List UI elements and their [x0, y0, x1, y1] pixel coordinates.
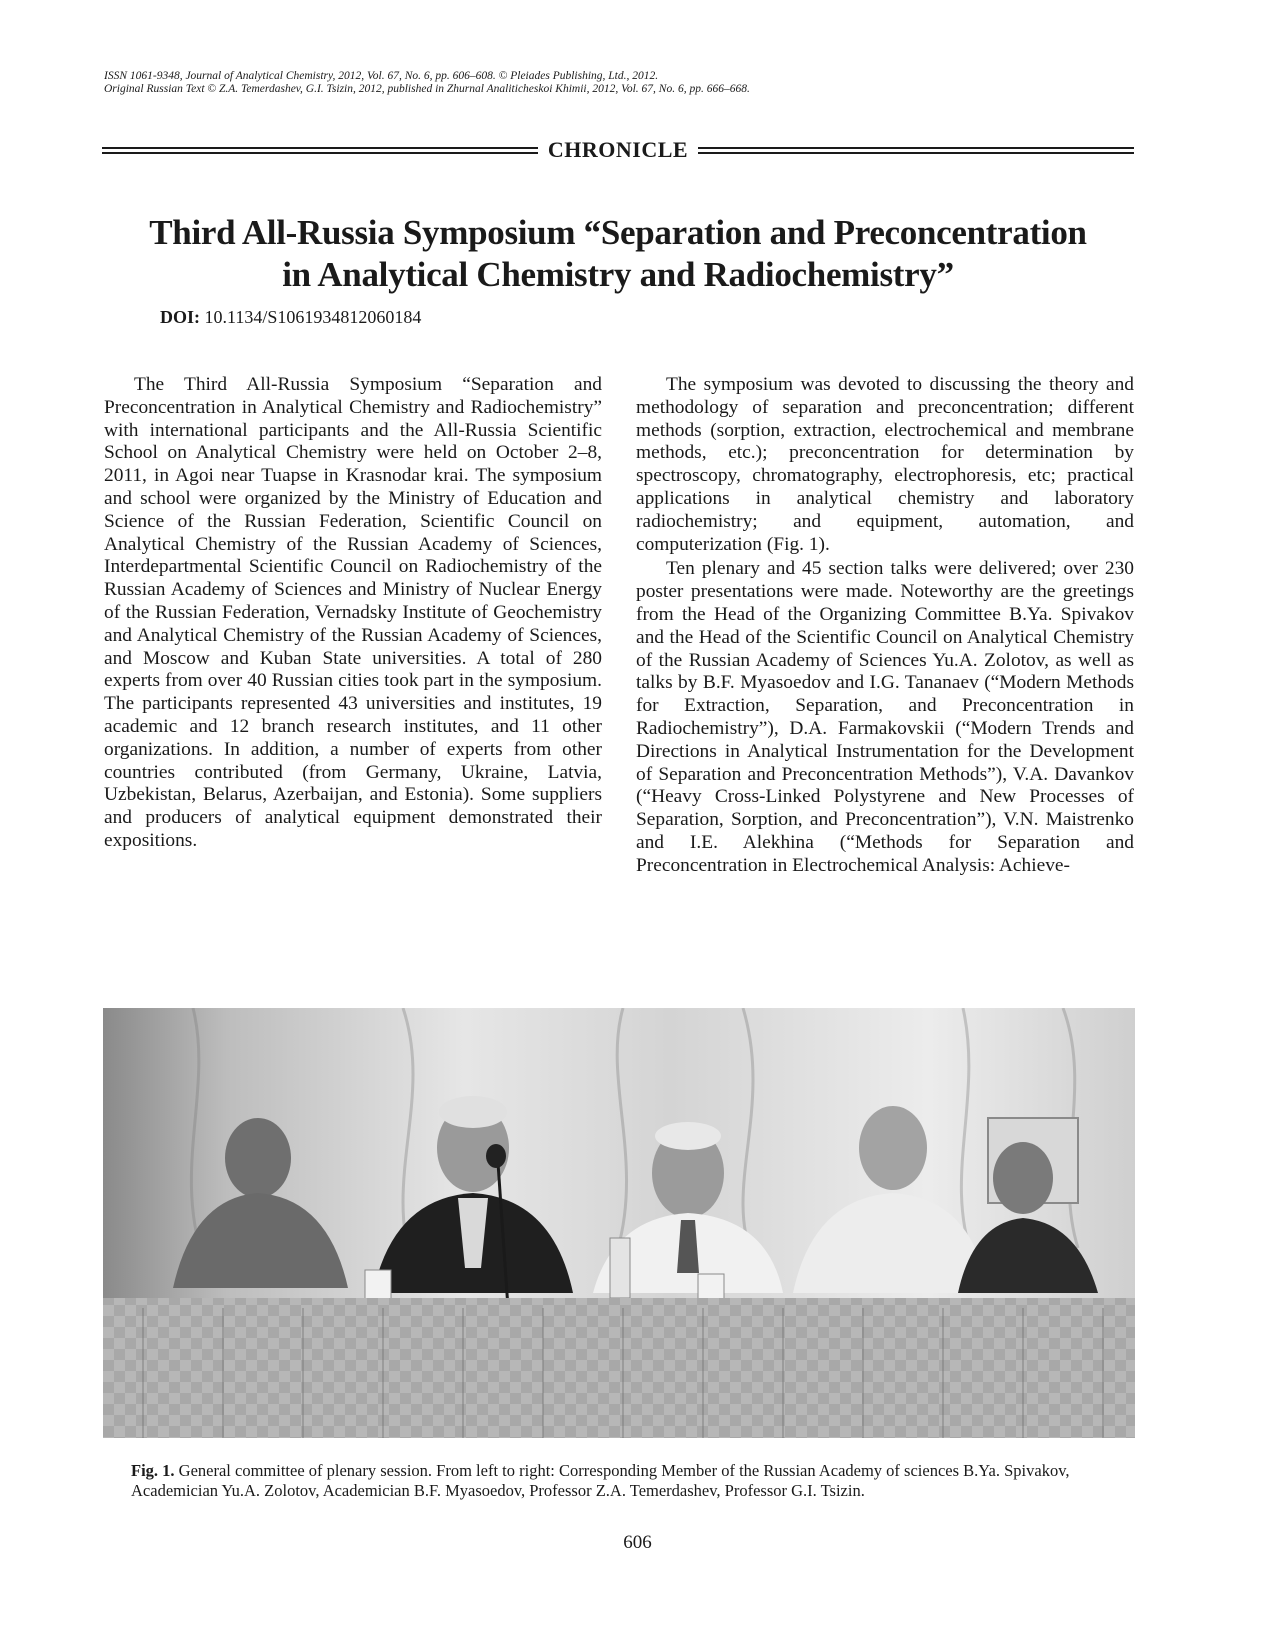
- page-number: 606: [623, 1532, 652, 1553]
- rubric-label: CHRONICLE: [547, 137, 689, 162]
- rubric-rule-right: [698, 147, 1134, 154]
- figure-caption-text: General committee of plenary session. From left to right: Corresponding Member of the Russian Academy of sciences B.Ya. Spivakov, Academician Yu.A. Zolotov, Academician B.F. Myasoedov, Professor Z.A. Temerdashev, Professor G.I. Tsizin.: [131, 1461, 1070, 1500]
- figure-label: Fig. 1.: [131, 1461, 175, 1480]
- doi-value: 10.1134/S1061934812060184: [204, 307, 422, 327]
- figure-photo: [103, 1008, 1135, 1438]
- rubric-rule-left: [102, 147, 538, 154]
- article-title: [102, 212, 1134, 296]
- bottle: [610, 1238, 630, 1298]
- section-rubric: [102, 132, 1134, 168]
- paragraph: Ten plenary and 45 section talks were delivered; over 230 poster presentations were made. Noteworthy are the greetings from the Head of the Organizing Committee B.Ya. Spivakov and the Head of the Scientific Council on Analytical Chemistry of the Russian Academy of Sciences Yu.A. Zolotov, as well as talks by B.F. Myasoedov and I.G. Tananaev (“Modern Methods for Extraction, Separation, and Preconcentration in Radiochemistry”), D.A. Farmakovskii (“Modern Trends and Directions in Analytical Instrumentation for the Development of Separation and Preconcentration Methods”), V.A. Davankov (“Heavy Cross-Linked Polystyrene and New Processes of Separation, Sorption, and Preconcentration”), V.N. Maistrenko and I.E. Alekhina (“Methods for Separation and Preconcentration in Electrochemical Analysis: Achieve-: [636, 558, 1134, 876]
- title-line-1: Third All-Russia Symposium “Separation and Preconcentration: [149, 213, 1087, 252]
- doi: [160, 307, 421, 328]
- photo-illustration: [103, 1008, 1135, 1438]
- body-column-left: [104, 374, 602, 853]
- header-line-issn: ISSN 1061-9348, Journal of Analytical Chemistry, 2012, Vol. 67, No. 6, pp. 606–608. © Pleiades Publishing, Ltd., 2012.: [104, 70, 659, 82]
- table-cloth: [103, 1298, 1135, 1438]
- title-line-2: in Analytical Chemistry and Radiochemistry”: [282, 255, 954, 294]
- paragraph: The Third All-Russia Symposium “Separation and Preconcentration in Analytical Chemistry and Radiochemistry” with international participants and the All-Russia Scientific School on Analytical Chemistry were held on October 2–8, 2011, in Agoi near Tuapse in Krasnodar krai. The symposium and school were organized by the Ministry of Education and Science of the Russian Federation, Scientific Council on Analytical Chemistry of the Russian Academy of Sciences, Interdepartmental Scientific Council on Radiochemistry of the Russian Academy of Sciences and Ministry of Nuclear Energy of the Russian Federation, Vernadsky Institute of Geochemistry and Analytical Chemistry of the Russian Academy of Sciences, and Moscow and Kuban State universities. A total of 280 experts from over 40 Russian cities took part in the symposium. The participants represented 43 universities and institutes, 19 academic and 12 branch research institutes, and 11 other organizations. In addition, a number of experts from other countries contributed (from Germany, Ukraine, Latvia, Uzbekistan, Belarus, Azerbaijan, and Estonia). Some suppliers and producers of analytical equipment demonstrated their expositions.: [104, 374, 602, 851]
- body-column-right: [636, 374, 1134, 878]
- figure-caption: [131, 1461, 1111, 1501]
- paragraph: The symposium was devoted to discussing the theory and methodology of separation and preconcentration; different methods (sorption, extraction, electrochemical and membrane methods, etc.); preconcentration for determination by spectroscopy, chromatography, electrophoresis, etc; practical applications in analytical chemistry and laboratory radiochemistry; and equipment, automation, and computerization (Fig. 1).: [636, 374, 1134, 555]
- header-line-original: Original Russian Text © Z.A. Temerdashev, G.I. Tsizin, 2012, published in Zhurnal Analiticheskoi Khimii, 2012, Vol. 67, No. 6, pp. 666–668.: [104, 83, 750, 95]
- glass: [365, 1270, 391, 1302]
- journal-header: [104, 70, 1144, 96]
- doi-label: DOI:: [160, 307, 200, 327]
- glass: [698, 1274, 724, 1302]
